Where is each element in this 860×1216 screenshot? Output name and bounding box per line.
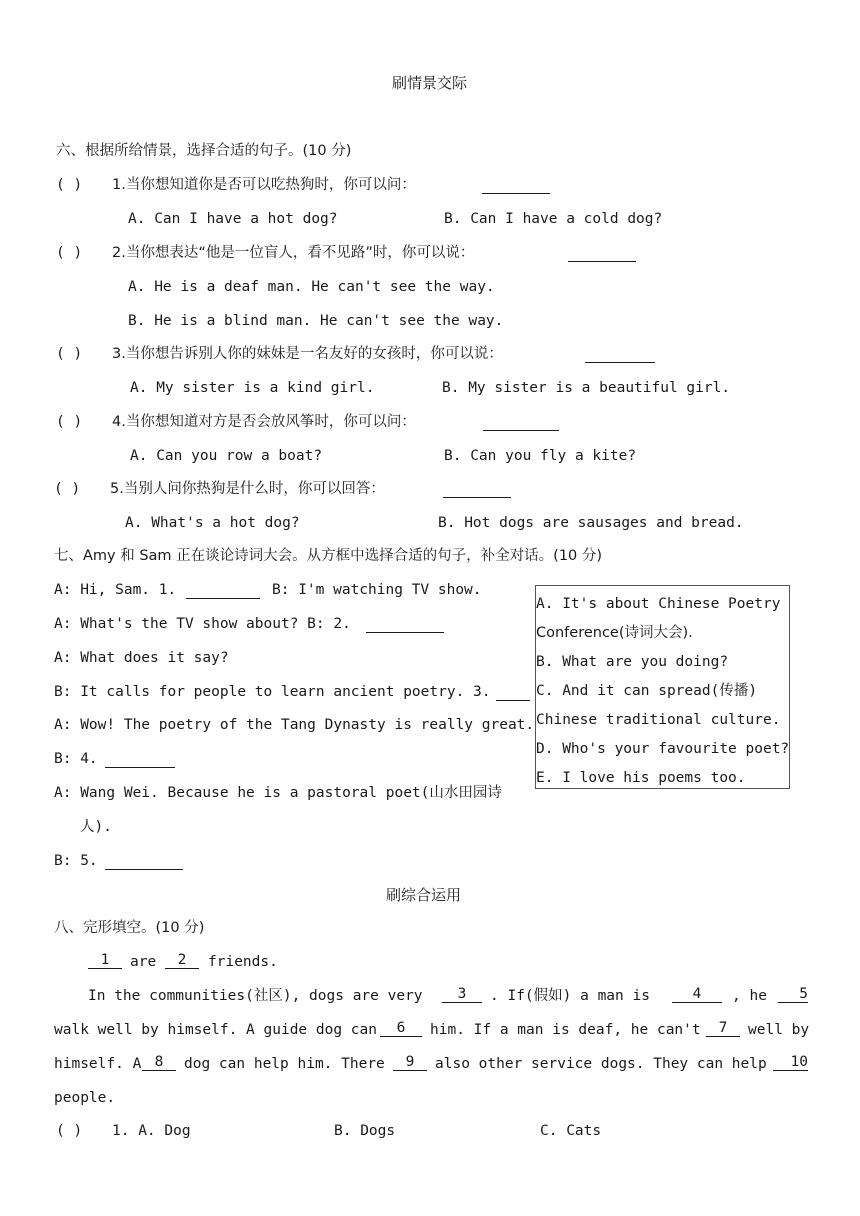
cloze-blank-5[interactable]: 5 bbox=[778, 986, 808, 1003]
dialog-line-5: A: Wow! The poetry of the Tang Dynasty is really great. bbox=[54, 717, 535, 733]
answer-paren[interactable]: ( ) bbox=[56, 177, 83, 193]
option-b: B. My sister is a beautiful girl. bbox=[442, 380, 731, 396]
cloze-blank-6[interactable]: 6 bbox=[380, 1020, 422, 1037]
option-a: A. He is a deaf man. He can't see the way. bbox=[128, 279, 495, 295]
answer-blank[interactable] bbox=[585, 346, 655, 363]
cloze-text: dog can help him. There bbox=[184, 1056, 385, 1072]
dialog-line-2: A: What's the TV show about? B: 2. bbox=[54, 616, 351, 632]
cloze-blank-2[interactable]: 2 bbox=[165, 952, 199, 969]
answer-blank[interactable] bbox=[443, 481, 511, 498]
dialog-line-7: A: Wang Wei. Because he is a pastoral poet(山水田园诗 bbox=[54, 785, 502, 801]
options-box bbox=[535, 585, 790, 789]
dialog-blank-3[interactable] bbox=[496, 684, 530, 701]
dialog-line-4: B: It calls for people to learn ancient poetry. 3. bbox=[54, 684, 491, 700]
answer-paren[interactable]: ( ) bbox=[56, 346, 83, 362]
option-a-line-2: Conference(诗词大会). bbox=[536, 625, 693, 641]
cloze-text: are bbox=[130, 954, 157, 970]
cloze-blank-8[interactable]: 8 bbox=[142, 1054, 176, 1071]
answer-blank[interactable] bbox=[483, 414, 559, 431]
answer-paren[interactable]: ( ) bbox=[56, 414, 83, 430]
answer-paren[interactable]: ( ) bbox=[54, 481, 81, 497]
question-text: 5.当别人问你热狗是什么时，你可以回答： bbox=[110, 481, 385, 497]
answer-blank[interactable] bbox=[482, 177, 550, 194]
answer-blank[interactable] bbox=[568, 245, 636, 262]
cloze-blank-1[interactable]: 1 bbox=[88, 952, 122, 969]
option-b: B. What are you doing? bbox=[536, 654, 729, 670]
option-a: A. My sister is a kind girl. bbox=[130, 380, 375, 396]
option-c-line-1: C. And it can spread(传播) bbox=[536, 683, 758, 699]
option-c: C. Cats bbox=[540, 1123, 602, 1139]
option-a: A. Can you row a boat? bbox=[130, 448, 323, 464]
cloze-blank-7[interactable]: 7 bbox=[706, 1020, 740, 1037]
question-text: 1.当你想知道你是否可以吃热狗时，你可以问： bbox=[112, 177, 416, 193]
dialog-line-7-cont: 人). bbox=[80, 819, 112, 835]
dialog-line-1-reply: B: I'm watching TV show. bbox=[272, 582, 482, 598]
dialog-blank-5[interactable] bbox=[105, 853, 183, 870]
option-d: D. Who's your favourite poet? bbox=[536, 741, 790, 757]
cloze-blank-3[interactable]: 3 bbox=[442, 986, 482, 1003]
cloze-blank-4[interactable]: 4 bbox=[672, 986, 722, 1003]
cloze-text: him. If a man is deaf, he can't bbox=[430, 1022, 701, 1038]
cloze-text: well by bbox=[748, 1022, 810, 1038]
cloze-text: , he bbox=[732, 988, 767, 1004]
answer-paren[interactable]: ( ) bbox=[56, 245, 83, 261]
answer-paren[interactable]: ( ) bbox=[56, 1123, 83, 1139]
cloze-text: walk well by himself. A guide dog can bbox=[54, 1022, 378, 1038]
dialog-blank-2[interactable] bbox=[366, 616, 444, 633]
part-eight-heading: 八、完形填空。(10 分) bbox=[54, 920, 205, 936]
cloze-text: people. bbox=[54, 1090, 116, 1106]
option-a: 1. A. Dog bbox=[112, 1123, 191, 1139]
cloze-text: himself. A bbox=[54, 1056, 142, 1072]
dialog-line-6: B: 4. bbox=[54, 751, 98, 767]
part-six-heading: 六、根据所给情景，选择合适的句子。(10 分) bbox=[56, 143, 352, 159]
question-text: 4.当你想知道对方是否会放风筝时，你可以问： bbox=[112, 414, 416, 430]
section-title-situational: 刷情景交际 bbox=[392, 74, 468, 92]
option-b: B. Hot dogs are sausages and bread. bbox=[438, 515, 744, 531]
option-b: B. Dogs bbox=[334, 1123, 396, 1139]
question-text: 2.当你想表达“他是一位盲人，看不见路”时，你可以说： bbox=[112, 245, 475, 261]
cloze-text: . If(假如) a man is bbox=[490, 988, 650, 1004]
part-seven-heading: 七、Amy 和 Sam 正在谈论诗词大会。从方框中选择合适的句子，补全对话。(10 分) bbox=[54, 548, 603, 564]
dialog-line-8: B: 5. bbox=[54, 853, 98, 869]
option-b: B. Can I have a cold dog? bbox=[444, 211, 663, 227]
dialog-blank-1[interactable] bbox=[186, 582, 260, 599]
dialog-line-1: A: Hi, Sam. 1. bbox=[54, 582, 177, 598]
dialog-blank-4[interactable] bbox=[105, 751, 175, 768]
option-b: B. He is a blind man. He can't see the way. bbox=[128, 313, 504, 329]
dialog-line-3: A: What does it say? bbox=[54, 650, 229, 666]
option-c-line-2: Chinese traditional culture. bbox=[536, 712, 781, 728]
cloze-text: also other service dogs. They can help bbox=[435, 1056, 767, 1072]
option-a: A. Can I have a hot dog? bbox=[128, 211, 338, 227]
cloze-text: friends. bbox=[208, 954, 278, 970]
question-text: 3.当你想告诉别人你的妹妹是一名友好的女孩时，你可以说： bbox=[112, 346, 503, 362]
option-e: E. I love his poems too. bbox=[536, 770, 746, 786]
section-title-comprehensive: 刷综合运用 bbox=[386, 886, 462, 904]
option-a: A. What's a hot dog? bbox=[125, 515, 300, 531]
option-a-line-1: A. It's about Chinese Poetry bbox=[536, 596, 781, 612]
cloze-blank-10[interactable]: 10 bbox=[773, 1054, 808, 1071]
cloze-text: In the communities(社区), dogs are very bbox=[88, 988, 423, 1004]
cloze-blank-9[interactable]: 9 bbox=[393, 1054, 427, 1071]
option-b: B. Can you fly a kite? bbox=[444, 448, 637, 464]
